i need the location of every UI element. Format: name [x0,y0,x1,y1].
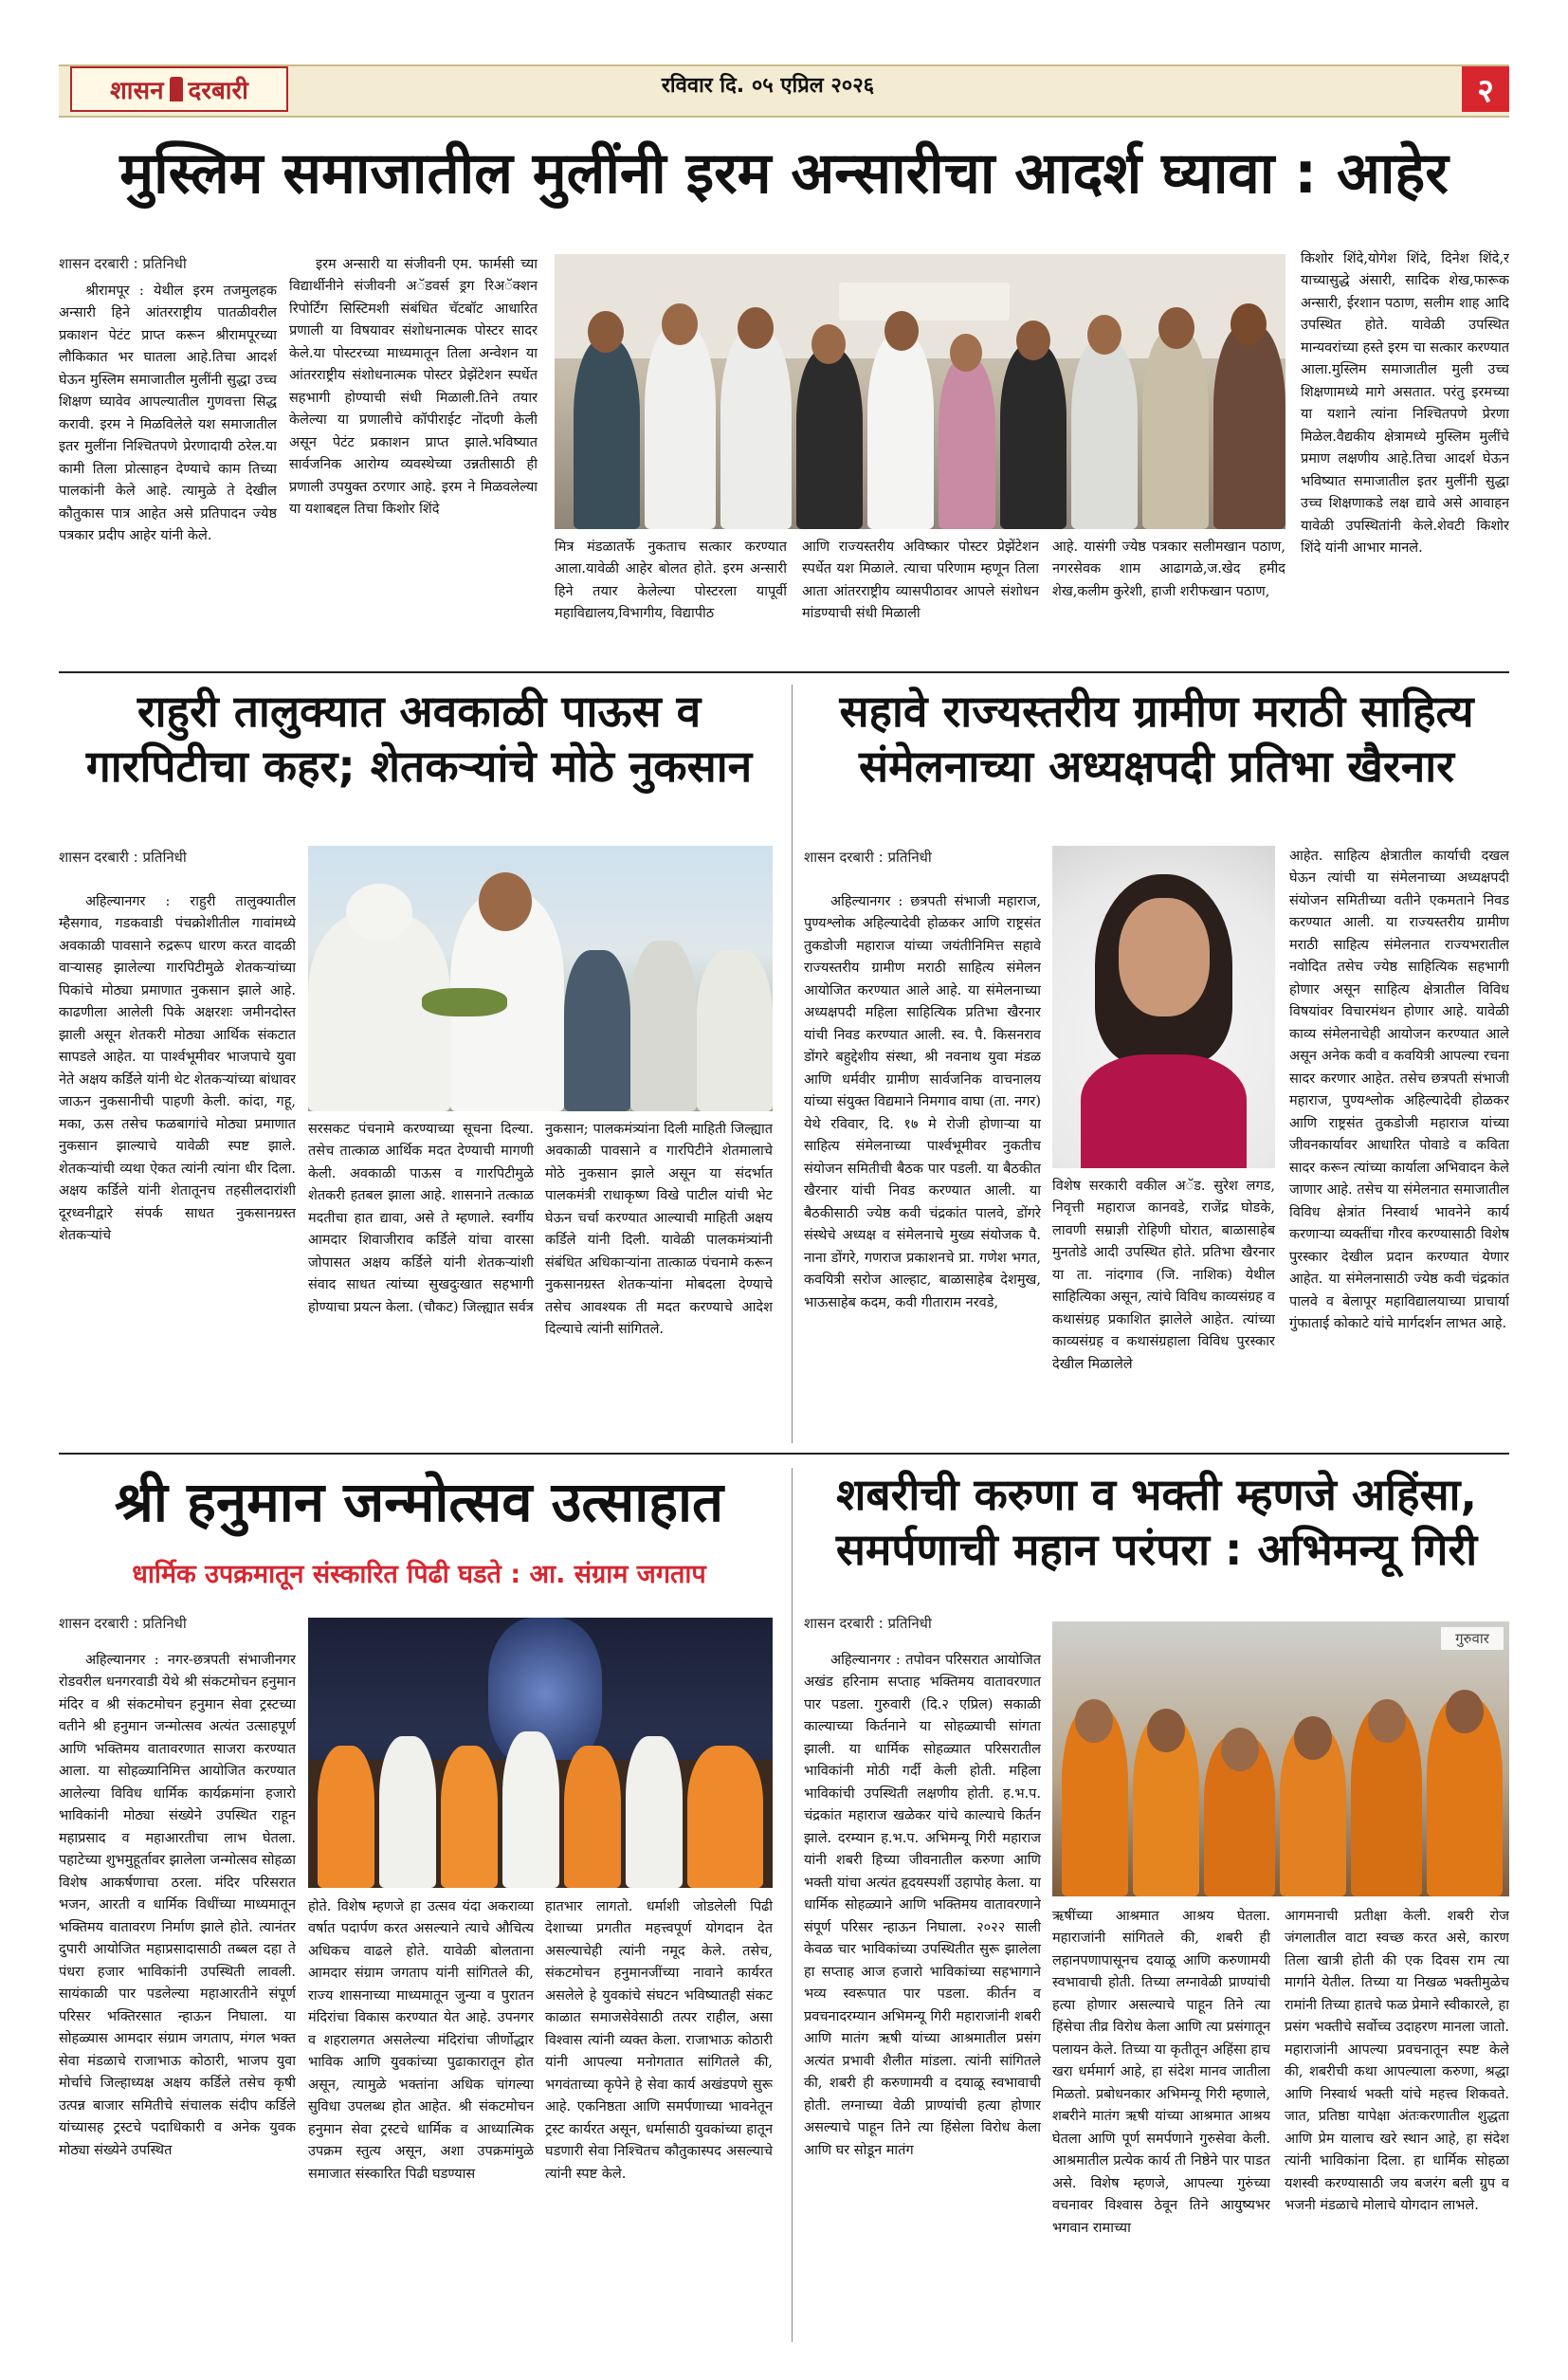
column-divider [792,1468,793,2342]
story3-headline-line1: सहावे राज्यस्तरीय ग्रामीण मराठी साहित्य [839,686,1474,737]
story1-photo [555,254,1285,529]
issue-date: रविवार दि. ०५ एप्रिल २०२६ [661,74,875,98]
story3-column-2: विशेष सरकारी वकील अॅड. सुरेश लगड, निवृत्ती महाराज कानवडे, राजेंद्र घोडके, लावणी सम्राज्ञी रोहिणी घोरात, बाळासाहेब मुनतोडे आदी उपस्थित होते. प्रतिभा खैरनार या ता. नांदगाव (जि. नाशिक) येथील साहित्यिका असून, त्यांचे विविध काव्यसंग्रह व कथासंग्रह प्रकाशित झालेले आहेत. त्यांच्या काव्यसंग्रह व कथासंग्रहाला विविध पुरस्कार देखील मिळालेले [1052,1179,1275,1372]
page-number: २ [1462,66,1509,112]
story4-byline: शासन दरबारी : प्रतिनिधी [59,1615,187,1632]
story4-photo [308,1618,773,1888]
story3-portrait-photo [1052,846,1275,1168]
story1-byline: शासन दरबारी : प्रतिनिधी [59,255,187,272]
story2-byline: शासन दरबारी : प्रतिनिधी [59,849,187,866]
story2-column-1: अहिल्यानगर : राहुरी तालुक्यातील म्हैसगाव, गडकवाडी पंचक्रोशीतील गावांमध्ये अवकाळी पावसाने रुद्ररूप धारण करत वादळी वाऱ्यासह झालेल्या गारपिटीमुळे शेतकऱ्यांच्या पिकांचे मोठ्या प्रमाणात नुकसान झाले आहे. काढणीला आलेली पिके अक्षरशः जमीनदोस्त झाली असून शेतकरी मोठ्या आर्थिक संकटात सापडले आहेत. या पार्श्वभूमीवर भाजपाचे युवा नेते अक्षय कर्डिले यांनी थेट शेतकऱ्यांच्या बांधावर जाऊन नुकसानीची पाहणी केली. कांदा, गहू, मका, ऊस तसेच फळबागांचे मोठ्या प्रमाणात नुकसान झाल्याचे यावेळी स्पष्ट झाले. शेतकऱ्यांची व्यथा ऐकत त्यांनी त्यांना धीर दिला. अक्षय कर्डिले यांनी शेतातूनच तहसीलदारांशी दूरध्वनीद्वारे संपर्क साधत नुकसानग्रस्त शेतकऱ्यांचे [59,894,296,1244]
logo-text-1: शासन [110,77,164,105]
story5-column-2: ऋषींच्या आश्रमात आश्रय घेतला. महाराजांनी सांगितले की, शबरी ही लहानपणापासूनच दयाळू आणि करुणामयी स्वभावाची होती. तिच्या लग्नावेळी प्राण्यांची हत्या होणार असल्याचे पाहून तिने त्या हिंसेचा तीव्र विरोध केला आणि त्या प्रसंगातून पलायन केले. तिच्या या कृतीतून अहिंसा हाच खरा धर्ममार्ग आहे, हा संदेश मानव जातीला मिळतो. प्रबोधनकार अभिमन्यू गिरी म्हणाले, शबरीने मातंग ऋषी यांच्या आश्रमात आश्रय घेतला आणि पूर्ण समर्पणाने गुरुसेवा केली. आश्रमातील प्रत्येक कार्य ती निष्ठेने पार पाडत असे. विशेष म्हणजे, आपल्या गुरुंच्या वचनावर विश्वास ठेवून तिने आयुष्यभर भगवान रामाच्या [1052,1909,1270,2236]
story5-headline-line1: शबरीची करुणा व भक्ती म्हणजे अहिंसा, [836,1469,1477,1520]
photo-caption: गुरुवार [1441,1627,1504,1650]
story1-column-1: श्रीरामपूर : येथील इरम तजमुलहक अन्सारी हिने आंतरराष्ट्रीय पातळीवरील प्रकाशन पेटंट प्राप्त करून श्रीरामपूरच्या लौकिकात भर घातला आहे.तिचा आदर्श घेऊन मुस्लिम समाजातील मुलींनी सुद्धा उच्च शिक्षण घ्यावेव आपल्यातील गुणवत्ता सिद्ध करावी. इरम ने मिळविलेले यश समाजातील इतर मुलींना निश्चितपणे प्रेरणादायी ठरेल.या कामी तिला प्रोत्साहन देण्याचे काम तिच्या पालकांनी केले आहे. त्यामुळे ते देखील कौतुकास पात्र आहेत असे प्रतिपादन ज्येष्ठ पत्रकार प्रदीप आहेर यांनी केले. [59,284,277,544]
story4-column-3: हातभार लागतो. धर्माशी जोडलेली पिढी देशाच्या प्रगतीत महत्त्वपूर्ण योगदान देत असल्याचेही त्यांनी नमूद केले. तसेच, संकटमोचन हनुमानजींच्या नावाने कार्यरत असलेले हे युवकांचे संघटन भविष्यातही संकट काळात समाजसेवेसाठी तत्पर राहील, असा विश्वास त्यांनी व्यक्त केला. राजाभाऊ कोठारी यांनी आपल्या मनोगतात सांगितले की, भगवंताच्या कृपेने हे सेवा कार्य अखंडपणे सुरू आहे. एकनिष्ठता आणि समर्पणाच्या भावनेतून ट्रस्ट कार्यरत असून, धर्मासाठी युवकांच्या हातून घडणारी सेवा निश्चितच कौतुकास्पद असल्याचे त्यांनी स्पष्ट केले. [545,1899,773,2182]
story1-column-5: आहे. यासंगी ज्येष्ठ पत्रकार सलीमखान पठाण, नगरसेवक शाम आढागळे,ज.खेद हमीद शेख,कलीम कुरेशी, हाजी शरीफखान पठाण, [1052,540,1285,599]
story4-column-1: अहिल्यानगर : नगर-छत्रपती संभाजीनगर रोडवरील धनगरवाडी येथे श्री संकटमोचन हनुमान मंदिर व श्री संकटमोचन हनुमान सेवा ट्रस्टच्या वतीने श्री हनुमान जन्मोत्सव अत्यंत उत्साहपूर्ण आणि भक्तिमय वातावरणात साजरा करण्यात आला. या सोहळ्यानिमित्त आयोजित करण्यात आलेल्या विविध धार्मिक कार्यक्रमांना हजारो भाविकांनी मोठ्या संख्येने उपस्थित राहून महाप्रसाद व महाआरतीचा लाभ घेतला. पहाटेच्या शुभमुहूर्तावर झालेला जन्मोत्सव सोहळा विशेष आकर्षणाचा ठरला. मंदिर परिसरात भजन, आरती व धार्मिक विधींच्या माध्यमातून भक्तिमय वातावरण निर्माण झाले होते. त्यानंतर दुपारी आयोजित महाप्रसादासाठी तब्बल दहा ते पंधरा हजार भाविकांनी उपस्थिती लावली. सायंकाळी पार पडलेल्या महाआरतीने संपूर्ण परिसर भक्तिरसात न्हाऊन निघाला. या सोहळ्यास आमदार संग्राम जगताप, मंगल भक्त सेवा मंडळाचे राजाभाऊ कोठारी, भाजप युवा मोर्चाचे जिल्हाध्यक्ष अक्षय कर्डिले तसेच कृषी उत्पन्न बाजार समितीचे संचालक संदीप कर्डिले यांच्यासह ट्रस्टचे पदाधिकारी व अनेक युवक मोठ्या संख्येने उपस्थित [59,1653,296,2158]
story4-headline: श्री हनुमान जन्मोत्सव उत्साहात [114,1470,724,1534]
story2-photo [308,846,773,1111]
story2-column-3: नुकसान; पालकमंत्र्यांना दिली माहिती जिल्ह्यात अवकाळी पावसाने व गारपिटीने शेतमालाचे मोठे नुकसान झाले असून या संदर्भात पालकमंत्री राधाकृष्ण विखे पाटील यांची भेट घेऊन चर्चा करण्यात आल्याची माहिती अक्षय कर्डिले यांनी दिली. यावेळी पालकमंत्र्यांनी संबंधित अधिकाऱ्यांना तात्काळ पंचनामे करून नुकसानग्रस्त शेतकऱ्यांना मोबदला देण्याचे तसेच आवश्यक ती मदत करण्याचे आदेश दिल्याचे त्यांनी सांगितले. [545,1122,773,1338]
section-divider [59,1453,1509,1455]
logo-emblem-icon [170,77,183,101]
story2-column-2: सरसकट पंचनामे करण्याच्या सूचना दिल्या. तसेच तात्काळ आर्थिक मदत देण्याची मागणी केली. अवकाळी पाऊस व गारपिटीमुळे शेतकरी हतबल झाला आहे. शासनाने तत्काळ मदतीचा हात द्यावा, असे ते म्हणाले. स्वर्गीय आमदार शिवाजीराव कर्डिले यांचा वारसा जोपासत अक्षय कर्डिले यांनी शेतकऱ्यांशी संवाद साधत त्यांच्या सुखदुःखात सहभागी होण्याचा प्रयत्न केला. (चौकट) जिल्ह्यात सर्वत्र [308,1122,534,1315]
story4-column-2: होते. विशेष म्हणजे हा उत्सव यंदा अकराव्या वर्षात पदार्पण करत असल्याने त्याचे औचित्य अधिकच वाढले होते. यावेळी बोलताना आमदार संग्राम जगताप यांनी सांगितले की, राज्य शासनाच्या माध्यमातून जुन्या व पुरातन मंदिरांचा विकास करण्यात येत आहे. उपनगर व शहरालगत असलेल्या मंदिरांचा जीर्णोद्धार भाविक आणि युवकांच्या पुढाकारातून होत असून, त्यामुळे भक्तांना अधिक चांगल्या सुविधा उपलब्ध होत आहेत. श्री संकटमोचन हनुमान सेवा ट्रस्टचे धार्मिक व आध्यात्मिक उपक्रम स्तुत्य असून, अशा उपक्रमांमुळे समाजात संस्कारित पिढी घडण्यास [308,1899,534,2182]
story1-column-6: किशोर शिंदे,योगेश शिंदे, दिनेश शिंदे,र याच्यासुद्धे अंसारी, सादिक शेख,फारूक अन्सारी, ईरशान पठाण, सलीम शाह आदि उपस्थित होते. यावेळी उपस्थित मान्यवरांच्या हस्ते इरम चा सत्कार करण्यात आला.मुस्लिम समाजातील मुली उच्च शिक्षणामध्ये मागे असतात. परंतु इरमच्या या यशाने त्यांना निश्चितपणे प्रेरणा मिळेल.वैद्यकीय क्षेत्रामध्ये मुस्लिम मुलींचे प्रमाण लक्षणीय आहे.तिचा आदर्श घेऊन भविष्यात समाजातील इतर मुलींनी सुद्धा उच्च शिक्षणाकडे लक्ष द्यावे असे आवाहन यावेळी उपस्थितांनी केले.शेवटी किशोर शिंदे यांनी आभार मानले. [1301,251,1509,557]
newspaper-logo [70,66,288,112]
story1-headline: मुस्लिम समाजातील मुलींनी इरम अन्सारीचा आदर्श घ्यावा : आहेर [119,140,1449,207]
story5-headline-line2: समर्पणाची महान परंपरा : अभिमन्यू गिरी [835,1523,1478,1575]
story2-headline-line2: गारपिटीचा कहर; शेतकऱ्यांचे मोठे नुकसान [85,740,753,792]
story3-column-3: आहेत. साहित्य क्षेत्रातील कार्याची दखल घेऊन त्यांची या संमेलनाच्या अध्यक्षपदी संयोजन समितीच्या वतीने एकमताने निवड करण्यात आली. या राज्यस्तरीय ग्रामीण मराठी साहित्य संमेलनात राज्यभरातील नवोदित तसेच ज्येष्ठ साहित्यिक सहभागी होणार असून साहित्य क्षेत्रातील विविध विषयांवर विचारमंथन होणार आहे. यावेळी काव्य संमेलनाचेही आयोजन करण्यात आले असून अनेक कवी व कवयित्री आपल्या रचना सादर करणार आहेत. तसेच छत्रपती संभाजी महाराज, पुण्यश्लोक अहिल्यादेवी होळकर आणि राष्ट्रसंत तुकडोजी महाराज यांच्या जीवनकार्यावर आधारित पोवाडे व कविता सादर करून त्यांच्या कार्याला अभिवादन केले जाणार आहे. तसेच या संमेलनात समाजातील विविध क्षेत्रांत निस्वार्थ भावनेने कार्य करणाऱ्या व्यक्तींचा गौरव करण्यासाठी विशेष पुरस्कार देखील प्रदान करण्यात येणार आहेत. या संमेलनासाठी ज्येष्ठ कवी चंद्रकांत पालवे व बेलापूर महाविद्यालयाच्या प्राचार्या गुंफाताई कोकाटे यांचे मार्गदर्शन लाभत आहे. [1289,849,1509,1332]
story2-headline-line1: राहुरी तालुक्यात अवकाळी पाऊस व [137,686,702,737]
story3-column-1: अहिल्यानगर : छत्रपती संभाजी महाराज, पुण्यश्लोक अहिल्यादेवी होळकर आणि राष्ट्रसंत तुकडोजी महाराज यांच्या जयंतीनिमित्त सहावे राज्यस्तरीय ग्रामीण मराठी साहित्य संमेलन आयोजित करण्यात आले आहे. या संमेलनाच्या अध्यक्षपदी महिला साहित्यिक प्रतिभा खैरनार यांची निवड करण्यात आली. स्व. पै. किसनराव डोंगरे बहुद्देशीय संस्था, श्री नवनाथ युवा मंडळ आणि धर्मवीर ग्रामीण सार्वजनिक वाचनालय यांच्या संयुक्त विद्यमाने निमगाव वाघा (ता. नगर) येथे रविवार, दि. १७ मे रोजी होणाऱ्या या साहित्य संमेलनाच्या पार्श्वभूमीवर नुकतीच संयोजन समितीची बैठक पार पडली. या बैठकीत खैरनार यांची निवड करण्यात आली. या बैठकीसाठी ज्येष्ठ कवी चंद्रकांत पालवे, डोंगरे संस्थेचे अध्यक्ष व संमेलनाचे मुख्य संयोजक पै. नाना डोंगरे, गणराज प्रकाशनचे प्रा. गणेश भगत, कवयित्री सरोज आल्हाट, बाळासाहेब देशमुख, भाऊसाहेब कदम, कवी गीताराम नरवडे, [804,894,1041,1310]
story5-column-1: अहिल्यानगर : तपोवन परिसरात आयोजित अखंड हरिनाम सप्ताह भक्तिमय वातावरणात पार पडला. गुरुवारी (दि.२ एप्रिल) सकाळी काल्याच्या किर्तनाने या सोहळ्याची सांगता झाली. या धार्मिक सोहळ्यात परिसरातील भाविकांनी मोठी गर्दी केली होती. महिला भाविकांची उपस्थिती लक्षणीय होती. ह.भ.प. चंद्रकांत महाराज खळेकर यांचे काल्याचे किर्तन झाले. दरम्यान ह.भ.प. अभिमन्यू गिरी महाराज यांनी शबरी हिच्या जीवनातील करुणा आणि भक्ती यांचा अत्यंत हृदयस्पर्शी उहापोह केला. या धार्मिक सोहळ्याने आणि भक्तिमय वातावरणाने संपूर्ण परिसर न्हाऊन निघाला. २०२२ साली केवळ चार भाविकांच्या उपस्थितीत सुरू झालेला हा सप्ताह आज हजारो भाविकांच्या सहभागाने भव्य स्वरूपात पार पडला. कीर्तन व प्रवचनादरम्यान अभिमन्यू गिरी महाराजांनी शबरी आणि मातंग ऋषी यांच्या आश्रमातील प्रसंग अत्यंत प्रभावी शैलीत मांडला. त्यांनी सांगितले की, शबरी ही करुणामयी व दयाळू स्वभावाची होती. लग्नाच्या वेळी प्राण्यांची हत्या होणार असल्याचे पाहून तिने त्या हिंसेला विरोध केला आणि घर सोडून मातंग [804,1653,1041,2158]
story3-headline-line2: संमेलनाच्या अध्यक्षपदी प्रतिभा खैरनार [859,740,1454,792]
logo-text-2: दरबारी [188,77,248,105]
story1-column-2: इरम अन्सारी या संजीवनी एम. फार्मसी च्या विद्यार्थीनीने संजीवनी अॅडवर्स ड्रग रिअॅक्शन रिपोर्टिंग सिस्टिमशी संबंधित चॅटबॉट आधारित प्रणाली या विषयावर संशोधनात्मक पोस्टर सादर केले.या पोस्टरच्या माध्यमातून तिला अन्वेशन या आंतरराष्ट्रीय संशोधनात्मक पोस्टर प्रेझेंटेशन स्पर्धेत सहभागी होण्याची संधी मिळाली.तिने तयार केलेल्या या प्रणालीचे कॉपीराईट नोंदणी केली असून पेटंट प्रकाशन प्राप्त झाले.भविष्यात सार्वजनिक आरोग्य व्यवस्थेच्या उन्नतीसाठी ही प्रणाली उपयुक्त ठरणार आहे. इरम ने मिळवलेल्या या यशाबद्दल तिचा किशोर शिंदे [289,257,538,518]
story1-column-3: मित्र मंडळातर्फे नुकताच सत्कार करण्यात आला.यावेळी आहेर बोलत होते. इरम अन्सारी हिने तयार केलेल्या पोस्टरला यापूर्वी महाविद्यालय,विभागीय, विद्यापीठ [555,540,787,622]
story4-subheadline: धार्मिक उपक्रमातून संस्कारित पिढी घडते : आ. संग्राम जगताप [132,1560,706,1589]
section-divider [59,671,1509,673]
story5-photo [1052,1621,1509,1896]
story3-headline [804,685,1509,794]
story5-headline [804,1468,1509,1577]
story2-headline [59,685,779,794]
story5-column-3: आगमनाची प्रतीक्षा केली. शबरी रोज जंगलातील वाटा स्वच्छ करत असे, कारण तिला खात्री होती की एक दिवस राम त्या मार्गाने येतील. तिच्या या निखळ भक्तीमुळेच रामांनी तिच्या हातचे फळ प्रेमाने स्वीकारले, हा प्रसंग भक्तीचे सर्वोच्च उदाहरण मानला जातो. महाराजांनी आपल्या प्रवचनातून स्पष्ट केले की, शबरीची कथा आपल्याला करुणा, श्रद्धा आणि निस्वार्थ भक्ती यांचे महत्त्व शिकवते. जात, प्रतिष्ठा यापेक्षा अंतःकरणातील शुद्धता आणि प्रेम यालाच खरे स्थान आहे, हा संदेश त्यांनी भाविकांना दिला. हा धार्मिक सोहळा यशस्वी करण्यासाठी जय बजरंग बली ग्रुप व भजनी मंडळाचे मोलाचे योगदान लाभले. [1285,1909,1509,2214]
story3-byline: शासन दरबारी : प्रतिनिधी [804,849,932,866]
story1-column-4: आणि राज्यस्तरीय अविष्कार पोस्टर प्रेझेंटेशन स्पर्धेत यश मिळाले. त्याचा परिणाम म्हणून तिला आता आंतरराष्ट्रीय व्यासपीठावर आपले संशोधन मांडण्याची संधी मिळाली [802,540,1039,622]
column-divider [792,685,793,1443]
story5-byline: शासन दरबारी : प्रतिनिधी [804,1615,932,1632]
